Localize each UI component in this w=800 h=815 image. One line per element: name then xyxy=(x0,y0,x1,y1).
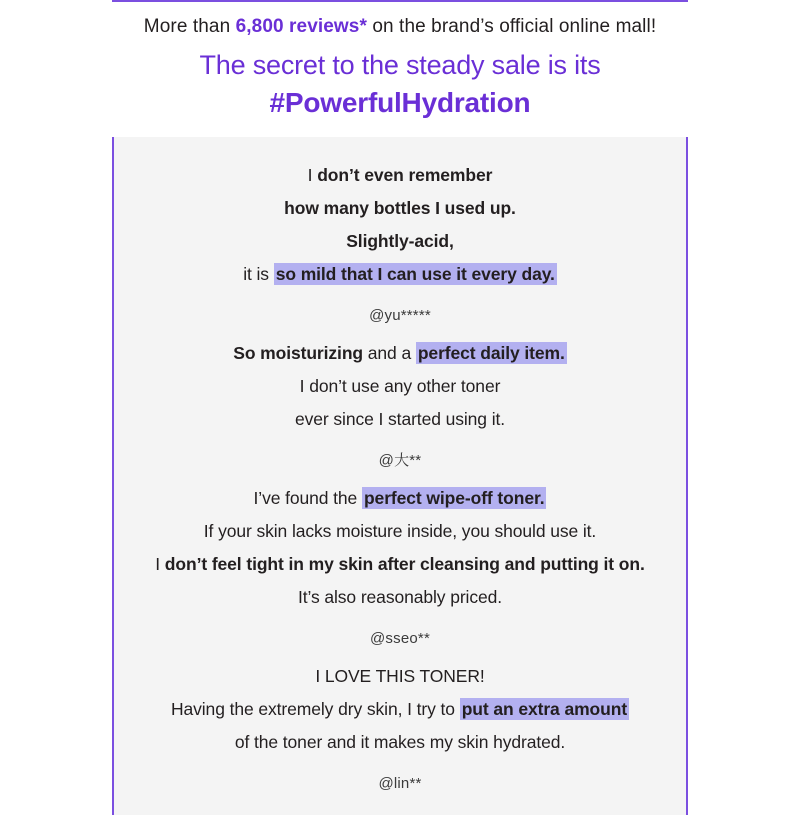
review-text-plain: I xyxy=(307,165,318,185)
promo-header xyxy=(0,0,800,137)
review-line xyxy=(120,370,680,403)
review-text-plain: it is xyxy=(243,264,274,284)
review-line xyxy=(120,225,680,258)
header-line1-post: on the brand’s official online mall! xyxy=(366,16,657,37)
review-line xyxy=(120,548,680,581)
review-text-bold: So moisturizing xyxy=(233,343,364,363)
review-highlight: perfect daily item. xyxy=(417,343,565,363)
header-hashtag: #PowerfulHydration xyxy=(269,87,531,118)
review-text-plain: of the toner and it makes my skin hydrated. xyxy=(234,732,566,752)
review-line xyxy=(120,159,680,192)
review-text-plain: I xyxy=(155,554,165,574)
review-text-plain: If your skin lacks moisture inside, you should use it. xyxy=(203,521,597,541)
review-handle: @sseo** xyxy=(370,630,430,647)
review-item xyxy=(120,337,680,472)
review-line xyxy=(120,693,680,726)
review-text-bold: don’t even remember xyxy=(317,165,493,185)
review-handle: @大** xyxy=(378,452,422,469)
reviews-panel xyxy=(112,137,688,815)
review-text-plain: I’ve found the xyxy=(253,488,362,508)
review-line xyxy=(120,258,680,291)
review-line xyxy=(120,515,680,548)
review-text-plain: Having the extremely dry skin, I try to xyxy=(170,699,460,719)
header-review-count: 6,800 reviews* xyxy=(235,16,367,37)
review-line xyxy=(120,403,680,436)
review-line xyxy=(120,482,680,515)
reviews-panel-wrapper xyxy=(0,137,800,815)
review-text-plain: It’s also reasonably priced. xyxy=(297,587,503,607)
review-handle: @yu***** xyxy=(369,307,431,324)
review-highlight: put an extra amount xyxy=(461,699,628,719)
review-text-bold: don’t feel tight in my skin after cleansing and putting it on. xyxy=(164,554,645,574)
header-line1-pre: More than xyxy=(143,16,236,37)
review-highlight: so mild that I can use it every day. xyxy=(275,264,555,284)
review-line xyxy=(120,660,680,693)
review-item xyxy=(120,482,680,650)
review-text-plain: I LOVE THIS TONER! xyxy=(315,666,485,686)
review-line xyxy=(120,192,680,225)
review-line xyxy=(120,581,680,614)
review-item xyxy=(120,159,680,327)
review-text-bold: how many bottles I used up. xyxy=(284,198,516,218)
review-text-bold: Slightly-acid, xyxy=(346,231,454,251)
header-review-count-line xyxy=(0,14,800,40)
header-tagline: The secret to the steady sale is its xyxy=(199,50,601,80)
review-highlight: perfect wipe-off toner. xyxy=(363,488,545,508)
review-line xyxy=(120,726,680,759)
header-top-rule xyxy=(112,0,688,2)
review-handle: @lin** xyxy=(378,775,422,792)
review-text-plain: ever since I started using it. xyxy=(294,409,506,429)
review-line xyxy=(120,337,680,370)
review-text-plain: and a xyxy=(363,343,416,363)
review-text-plain: I don’t use any other toner xyxy=(299,376,501,396)
review-item xyxy=(120,660,680,795)
